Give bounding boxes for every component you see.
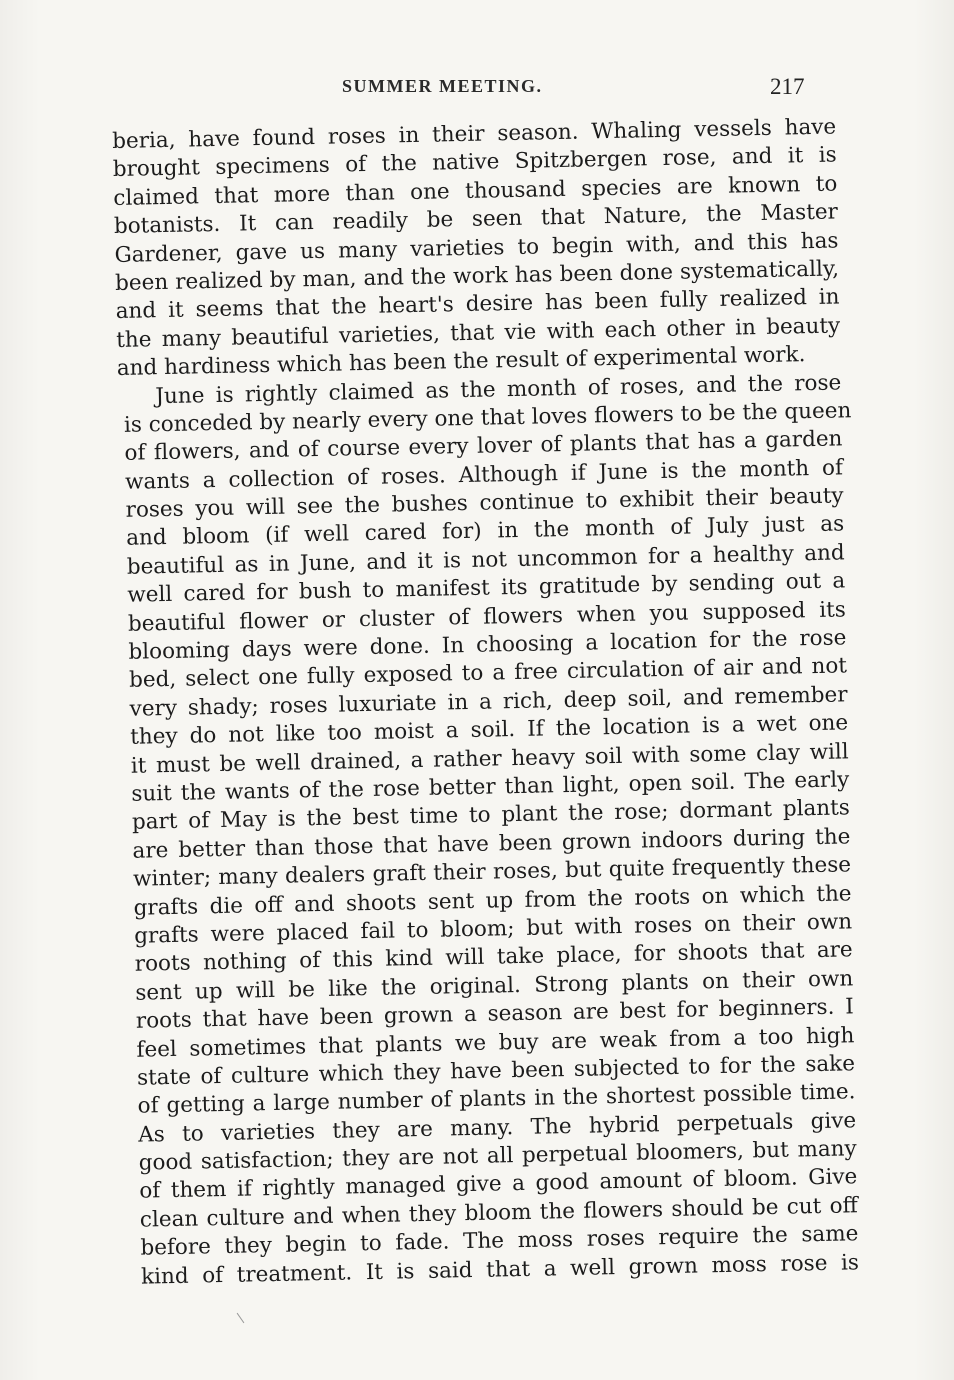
text-line: it must be well drained, a rather heavy soil with some clay will — [130, 738, 849, 779]
text-line: good satisfaction; they are not all perpetual bloomers, but many — [138, 1136, 857, 1176]
text-line: claimed that more than one thousand species are known to — [113, 171, 838, 211]
running-head — [0, 76, 954, 106]
text-line: roots that have been grown a season are best for beginners. I — [135, 994, 855, 1034]
text-line: are better than those that have been grown indoors during the — [132, 824, 851, 864]
text-line: brought specimens of the native Spitzbergen rose, and it is — [112, 142, 837, 183]
page-number: 217 — [770, 74, 805, 99]
text-line: before they begin to fade. The moss roses require the same — [140, 1221, 859, 1261]
text-line: of them if rightly managed give a good amount of bloom. Give — [139, 1164, 858, 1205]
text-line: well cared for bush to manifest its gratitude by sending out a — [127, 568, 846, 609]
text-line: and it seems that the heart's desire has been fully realized in — [115, 284, 840, 325]
text-line: is conceded by nearly every one that loves flowers to be the queen — [123, 398, 852, 438]
text-line: blooming days were done. In choosing a location for the rose — [128, 625, 847, 665]
text-line: of getting a large number of plants in the shortest possible time. — [137, 1079, 856, 1119]
running-title: SUMMER MEETING. — [342, 76, 543, 96]
text-line: of flowers, and of course every lover of plants that has a garden — [124, 426, 843, 467]
text-line: winter; many dealers graft their roses, but quite frequently these — [132, 852, 852, 892]
text-line: suit the wants of the rose better than light, open soil. The early — [131, 767, 850, 807]
text-line: roots nothing of this kind will take place, for shoots that are — [134, 937, 853, 978]
stray-mark — [237, 1313, 245, 1323]
text-line: part of May is the best time to plant the rose; dormant plants — [131, 795, 851, 836]
text-line: sent up will be like the original. Strong plants on their own — [135, 966, 854, 1006]
text-line: grafts were placed fail to bloom; but with roses on their own — [133, 909, 853, 949]
text-line: the many beautiful varieties, that vie with each other in beauty — [116, 313, 841, 353]
text-line: wants a collection of roses. Although if June is the month of — [124, 455, 844, 495]
text-line: and bloom (if well cared for) in the month of July just as — [125, 511, 845, 552]
text-line: they do not like too moist a soil. If the location is a wet one — [129, 710, 849, 750]
text-line: very shady; roses luxuriate in a rich, deep soil, and remember — [129, 682, 848, 722]
paragraph — [117, 369, 859, 1292]
text-line: feel sometimes that plants we buy are weak from a too high — [136, 1022, 855, 1063]
text-line: As to varieties they are many. The hybrid perpetuals give — [137, 1107, 857, 1148]
text-line: beria, have found roses in their season. Whaling vessels have — [112, 114, 837, 154]
text-line: kind of treatment. It is said that a well grown moss rose is — [140, 1249, 860, 1290]
text-line: roses you will see the bushes continue to exhibit their beauty — [125, 483, 844, 523]
text-line: beautiful as in June, and it is not uncommon for a healthy and — [126, 540, 845, 580]
paragraph — [112, 113, 841, 383]
text-line: beautiful flower or cluster of flowers when you supposed its — [127, 597, 847, 637]
text-line: been realized by man, and the work has been done systematically, — [114, 256, 840, 296]
text-line: bed, select one fully exposed to a free circulation of air and not — [128, 653, 848, 694]
text-line: Gardener, gave us many varieties to begin with, and this has — [114, 228, 839, 268]
text-line: June is rightly claimed as the month of roses, and the rose — [155, 369, 842, 409]
text-line: clean culture and when they bloom the flowers should be cut off — [139, 1193, 859, 1233]
text-line: and hardiness which has been the result of experimental work. — [116, 342, 806, 382]
body-text — [112, 113, 859, 1291]
text-line: botanists. It can readily be seen that Nature, the Master — [113, 199, 839, 240]
text-line: state of culture which they have been subjected to for the sake — [136, 1051, 856, 1091]
text-line: grafts die off and shoots sent up from the roots on which the — [133, 880, 852, 921]
